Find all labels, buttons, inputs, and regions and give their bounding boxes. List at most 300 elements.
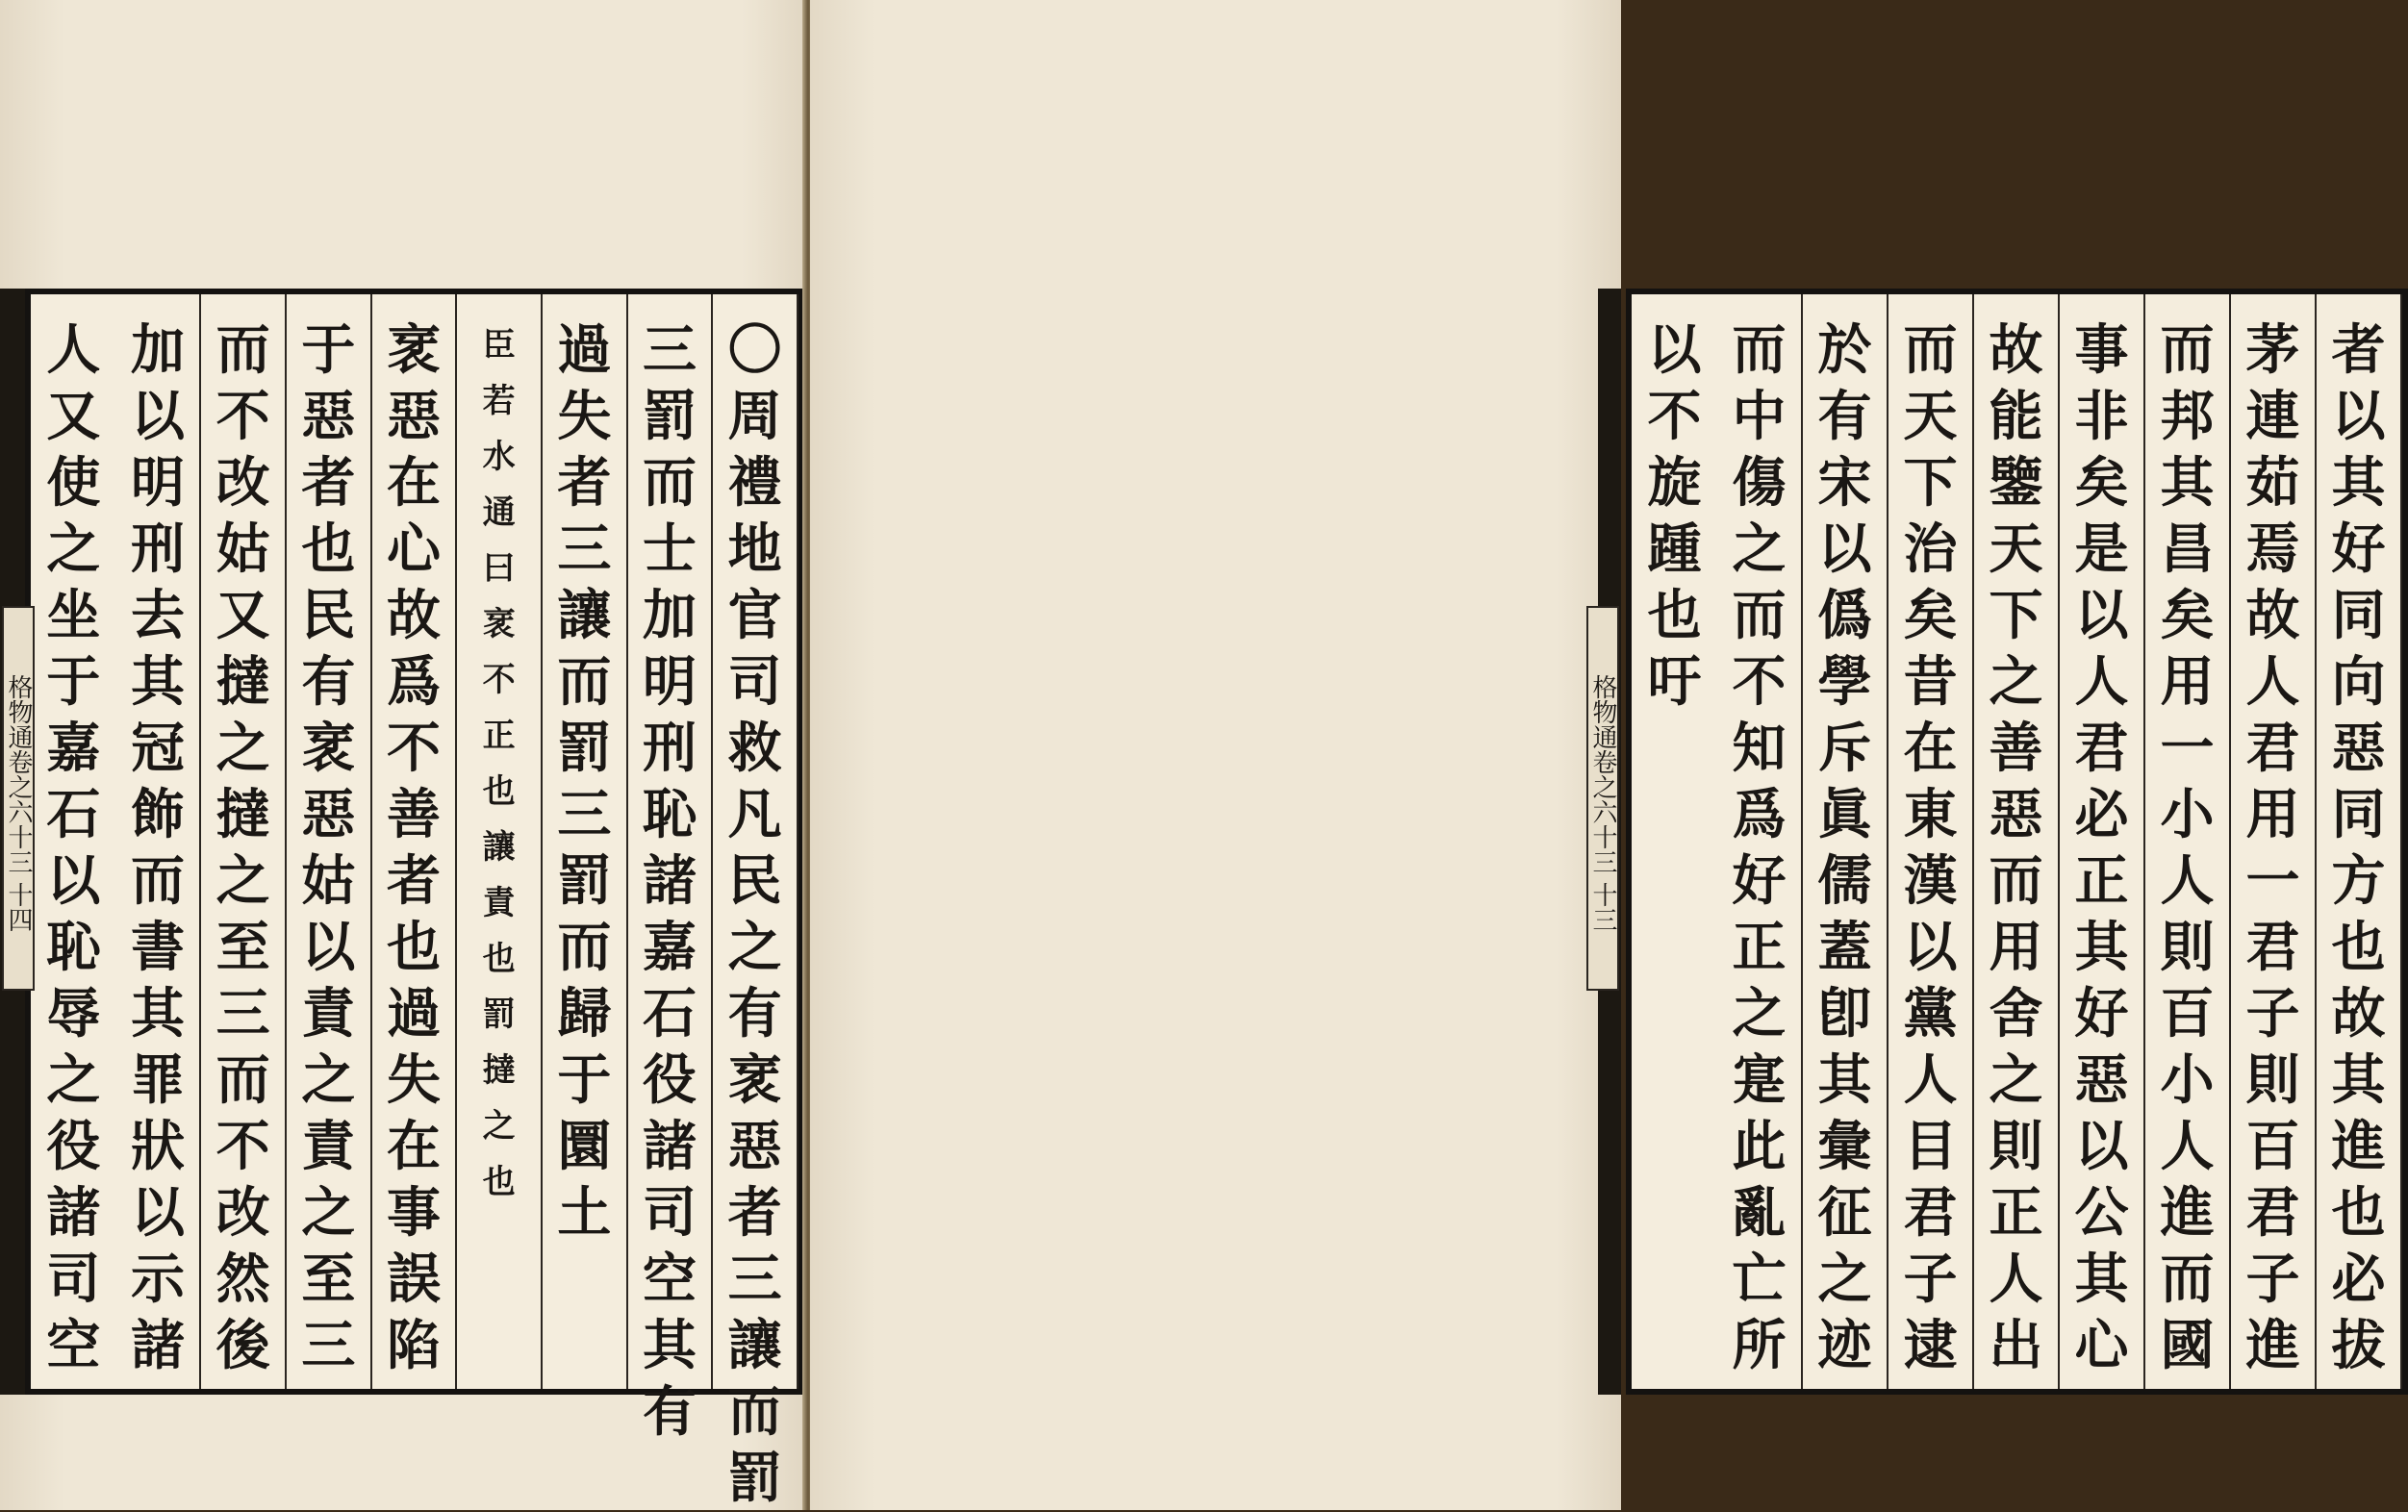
text-char: 罰 [727,1447,782,1510]
text-char: 之 [46,517,101,581]
text-char: 人 [2160,1115,2215,1178]
text-char: 舍 [1989,982,2043,1046]
text-char: 眞 [1817,783,1872,846]
text-char: 在 [1903,717,1958,780]
text-char: 則 [1989,1115,2043,1178]
text-char: 嘉 [46,717,101,780]
text-char: 也 [301,517,356,581]
text-char: 救 [727,717,782,780]
text-char: 罪 [130,1048,185,1112]
text-char: 也 [386,916,441,979]
text-char: 也 [482,940,516,978]
text-column [1632,294,1717,1389]
text-char: 民 [727,849,782,913]
text-char: 人 [1989,1247,2043,1311]
text-char: 而 [215,318,270,382]
right-margin-label: 格物通卷之六十三 十三 [1586,606,1619,991]
text-char: 至 [215,916,270,979]
text-char: 役 [46,1115,101,1178]
text-char: 用 [1989,916,2043,979]
text-char: 以 [130,385,185,448]
text-char: 僞 [1817,584,1872,647]
text-char: 責 [482,884,516,922]
text-char: 又 [215,584,270,647]
text-char: 故 [2331,982,2386,1046]
text-char: 然 [215,1247,270,1311]
text-char: 者 [301,451,356,515]
text-char: 人 [2074,650,2129,714]
text-char: 三 [557,783,612,846]
text-column [31,294,116,1389]
text-char: 三 [642,318,697,382]
text-char: 之 [1732,982,1787,1046]
text-char: 子 [2245,982,2300,1046]
text-char: 一 [2245,849,2300,913]
right-text-frame [1626,289,2408,1395]
text-char: 此 [1732,1115,1787,1178]
text-char: 通 [482,493,516,532]
text-char: 惡 [301,783,356,846]
text-column [713,294,798,1510]
text-char: 也 [1647,584,1702,647]
text-char: 君 [2245,916,2300,979]
text-char: 加 [130,318,185,382]
text-column [2145,294,2231,1389]
text-char: 有 [301,650,356,714]
text-char: 進 [2245,1314,2300,1377]
text-char: 飾 [130,783,185,846]
text-char: 正 [1989,1181,2043,1245]
text-char: 空 [642,1247,697,1311]
text-char: 焉 [2245,517,2300,581]
text-char: 以 [1817,517,1872,581]
text-char: 其 [130,982,185,1046]
text-char: 之 [1732,517,1787,581]
text-char: 用 [2160,650,2215,714]
text-char: 卽 [1817,982,1872,1046]
text-char: 下 [1903,451,1958,515]
text-column [1803,294,1888,1389]
text-char: 而 [215,1048,270,1112]
text-char: 君 [2074,717,2129,780]
text-char: 逮 [1903,1314,1958,1377]
text-char: 於 [1817,318,1872,382]
text-char: 傷 [1732,451,1787,515]
text-char: 以 [1647,318,1702,382]
text-char: 所 [1732,1314,1787,1377]
text-column [2060,294,2145,1389]
text-char: 之 [215,717,270,780]
text-char: 讓 [727,1314,782,1377]
text-char: 百 [2245,1115,2300,1178]
text-char: 天 [1989,517,2043,581]
text-char: 治 [1903,517,1958,581]
text-char: 責 [301,1115,356,1178]
text-char: 石 [642,982,697,1046]
text-char: 心 [386,517,441,581]
text-char: 之 [301,1181,356,1245]
text-char: 之 [1989,650,2043,714]
text-char: 于 [557,1048,612,1112]
text-char: 進 [2160,1181,2215,1245]
text-char: 人 [46,318,101,382]
text-char: 至 [301,1247,356,1311]
text-char: 改 [215,1181,270,1245]
text-char: 禮 [727,451,782,515]
text-char: 心 [2074,1314,2129,1377]
text-column [1974,294,2060,1389]
text-char: 人 [2245,650,2300,714]
text-char: 諸 [46,1181,101,1245]
text-char: 者 [2331,318,2386,382]
text-char: 辱 [46,982,101,1046]
text-char: 必 [2331,1247,2386,1311]
text-char: 君 [2245,717,2300,780]
text-char: 昔 [1903,650,1958,714]
text-char: 正 [1732,916,1787,979]
text-char: 也 [482,1163,516,1201]
text-char: 改 [215,451,270,515]
text-char: 能 [1989,385,2043,448]
text-char: 之 [301,1048,356,1112]
text-char: 罰 [557,717,612,780]
text-column [287,294,372,1389]
text-char: 公 [2074,1181,2129,1245]
text-column [543,294,628,1389]
text-char: 水 [482,438,516,476]
text-char: 非 [2074,385,2129,448]
text-char: 冠 [130,717,185,780]
text-char: 同 [2331,584,2386,647]
text-char: 諸 [642,849,697,913]
text-char: 百 [2160,982,2215,1046]
text-char: 以 [2331,385,2386,448]
text-char: 征 [1817,1181,1872,1245]
text-char: 黨 [1903,982,1958,1046]
right-leaf [810,0,2386,1510]
text-char: 刑 [130,517,185,581]
text-char: 之 [1989,1048,2043,1112]
text-char: 失 [386,1048,441,1112]
text-char: 蓋 [1817,916,1872,979]
text-char: 而 [1732,584,1787,647]
text-char: 君 [2245,1181,2300,1245]
text-char: 不 [386,717,441,780]
text-char: 者 [727,1181,782,1245]
text-char: 恥 [642,783,697,846]
text-char: 不 [1732,650,1787,714]
text-char: 在 [386,1115,441,1178]
text-char: 則 [2245,1048,2300,1112]
text-column [1888,294,1974,1389]
text-char: 旋 [1647,451,1702,515]
text-char: 其 [130,650,185,714]
text-char: 圜 [557,1115,612,1178]
text-char: 善 [1989,717,2043,780]
text-column [628,294,714,1444]
text-column [201,294,287,1389]
text-char: 諸 [642,1115,697,1178]
text-char: 亂 [1732,1181,1787,1245]
text-char: 于 [301,318,356,382]
text-char: 書 [130,916,185,979]
text-char: 茅 [2245,318,2300,382]
text-char: 其 [2331,1048,2386,1112]
text-char: 天 [1903,385,1958,448]
text-char: 周 [727,385,782,448]
text-char: 惡 [1989,783,2043,846]
text-char: 而 [2160,1247,2215,1311]
text-char: 迹 [1817,1314,1872,1377]
text-char: 地 [727,517,782,581]
text-char: 衺 [727,1048,782,1112]
left-text-frame [25,289,804,1510]
text-char: 罰 [642,385,697,448]
text-char: 去 [130,584,185,647]
text-char: 撻 [215,783,270,846]
text-char: 故 [386,584,441,647]
text-char: 撻 [215,650,270,714]
text-char: 連 [2245,385,2300,448]
text-char: 知 [1732,717,1787,780]
text-char: 有 [1817,385,1872,448]
text-char: 故 [1989,318,2043,382]
text-char: 撻 [482,1051,516,1090]
text-char: 以 [2074,1115,2129,1178]
text-char: 者 [386,849,441,913]
text-char: 明 [642,650,697,714]
text-char: 讓 [557,584,612,647]
text-char: 漢 [1903,849,1958,913]
text-char: 過 [557,318,612,382]
text-char: 後 [215,1314,270,1377]
text-char: 以 [130,1181,185,1245]
text-char: 子 [1903,1247,1958,1311]
text-char: 其 [1817,1048,1872,1112]
text-char: 彙 [1817,1115,1872,1178]
text-char: 君 [1903,1181,1958,1245]
text-char: 三 [301,1314,356,1377]
text-char: 有 [727,982,782,1046]
text-char: 必 [2074,783,2129,846]
text-char: 司 [46,1247,101,1311]
text-char: 過 [386,982,441,1046]
left-leaf [0,0,806,1510]
text-char: 官 [727,584,782,647]
text-char: 三 [727,1247,782,1311]
text-char: 寔 [1732,1048,1787,1112]
text-char: 又 [46,385,101,448]
text-char: 也 [2331,916,2386,979]
text-char: 若 [482,382,516,420]
text-char: 以 [1903,916,1958,979]
text-char: 衺 [301,717,356,780]
text-char: 之 [215,849,270,913]
text-char: 恥 [46,916,101,979]
text-char: 不 [215,385,270,448]
text-char: 姑 [301,849,356,913]
text-char: 諸 [130,1314,185,1377]
text-char: 不 [482,661,516,699]
text-char: 石 [46,783,101,846]
text-char: 而 [2160,318,2215,382]
text-char: 而 [1903,318,1958,382]
text-char: 之 [482,1107,516,1146]
text-char: 其 [2074,1247,2129,1311]
text-char: 衺 [386,318,441,382]
text-char: 正 [482,717,516,755]
text-char: 坐 [46,584,101,647]
text-char: 罰 [557,849,612,913]
text-char: 失 [557,385,612,448]
text-char: 惡 [2331,717,2386,780]
text-char: 三 [215,982,270,1046]
text-char: 鑒 [1989,451,2043,515]
text-char: 東 [1903,783,1958,846]
text-char: 人 [1903,1048,1958,1112]
text-char: 歸 [557,982,612,1046]
text-char: 學 [1817,650,1872,714]
text-char: 而 [642,451,697,515]
text-char: 不 [1647,385,1702,448]
text-char: 宋 [1817,451,1872,515]
text-char: 也 [482,772,516,811]
text-char: 用 [2245,783,2300,846]
text-char: 下 [1989,584,2043,647]
text-char: 其 [642,1314,697,1377]
text-char: 以 [2074,584,2129,647]
text-char: 惡 [386,385,441,448]
text-char: 拔 [2331,1314,2386,1377]
text-char: 向 [2331,650,2386,714]
text-char: 事 [386,1181,441,1245]
text-char: 一 [2160,717,2215,780]
text-char: 儒 [1817,849,1872,913]
text-char: 正 [2074,849,2129,913]
left-margin-label: 格物通卷之六十三 十四 [2,606,35,991]
text-char: 爲 [1732,783,1787,846]
text-char: 小 [2160,1048,2215,1112]
text-char: 人 [2160,849,2215,913]
text-char: 以 [46,849,101,913]
text-char: 其 [2074,916,2129,979]
text-char: 誤 [386,1247,441,1311]
text-char: 進 [2331,1115,2386,1178]
text-char: 亡 [1732,1247,1787,1311]
text-column [1717,294,1803,1389]
text-char: 吁 [1647,650,1702,714]
text-char: 不 [215,1115,270,1178]
text-char: 而 [1732,318,1787,382]
text-char: 中 [1732,385,1787,448]
text-char: 惡 [301,385,356,448]
text-char: 而 [130,849,185,913]
text-char: 子 [2245,1247,2300,1311]
text-char: 示 [130,1247,185,1311]
text-char: 司 [727,650,782,714]
text-char: 姑 [215,517,270,581]
text-char: 明 [130,451,185,515]
text-char: 善 [386,783,441,846]
text-char: 好 [1732,849,1787,913]
text-char: 故 [2245,584,2300,647]
text-char: 役 [642,1048,697,1112]
text-char: 司 [642,1181,697,1245]
text-column [457,294,543,1389]
text-char: 矣 [1903,584,1958,647]
text-char: 衺 [482,605,516,643]
text-char: 矣 [2160,584,2215,647]
text-char: 土 [557,1181,612,1245]
text-char: 國 [2160,1314,2215,1377]
text-char: 之 [727,916,782,979]
text-char: 在 [386,451,441,515]
text-char: 臣 [482,326,516,365]
text-char: 于 [46,650,101,714]
text-char: 方 [2331,849,2386,913]
text-char: 凡 [727,783,782,846]
text-char: 而 [557,650,612,714]
text-char: 昌 [2160,517,2215,581]
text-char: 矣 [2074,451,2129,515]
text-char: 其 [2160,451,2215,515]
text-char: 使 [46,451,101,515]
text-char: 〇 [727,318,782,382]
text-char: 同 [2331,783,2386,846]
text-char: 爲 [386,650,441,714]
text-char: 惡 [2074,1048,2129,1112]
text-char: 讓 [482,828,516,867]
text-char: 而 [1989,849,2043,913]
text-char: 茹 [2245,451,2300,515]
text-char: 罰 [482,995,516,1034]
text-char: 陷 [386,1314,441,1377]
text-char: 刑 [642,717,697,780]
text-char: 出 [1989,1314,2043,1377]
text-char: 邦 [2160,385,2215,448]
text-column [2317,294,2402,1389]
text-char: 加 [642,584,697,647]
text-column [372,294,458,1389]
text-column [2231,294,2317,1389]
text-char: 則 [2160,916,2215,979]
text-char: 而 [727,1380,782,1444]
text-char: 好 [2331,517,2386,581]
text-char: 之 [46,1048,101,1112]
text-char: 也 [2331,1181,2386,1245]
text-char: 曰 [482,549,516,588]
text-char: 三 [557,517,612,581]
text-char: 空 [46,1314,101,1377]
text-char: 其 [2331,451,2386,515]
text-char: 狀 [130,1115,185,1178]
text-char: 惡 [727,1115,782,1178]
text-char: 目 [1903,1115,1958,1178]
text-char: 以 [301,916,356,979]
text-char: 民 [301,584,356,647]
text-char: 嘉 [642,916,697,979]
text-char: 斥 [1817,717,1872,780]
text-char: 事 [2074,318,2129,382]
text-char: 之 [1817,1247,1872,1311]
text-char: 責 [301,982,356,1046]
text-char: 者 [557,451,612,515]
text-char: 踵 [1647,517,1702,581]
text-char: 好 [2074,982,2129,1046]
text-char: 而 [557,916,612,979]
text-char: 是 [2074,517,2129,581]
text-char: 有 [642,1380,697,1444]
